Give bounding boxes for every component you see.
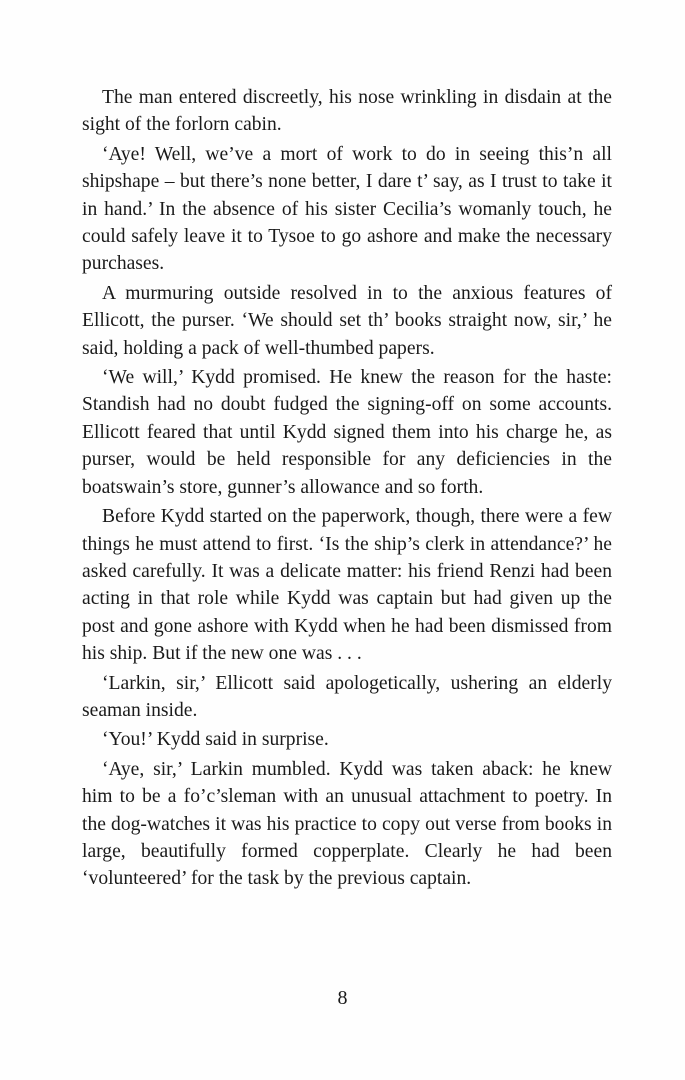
- page-number: 8: [337, 987, 348, 1009]
- paragraph: The man entered discreetly, his nose wrinkling in disdain at the sight of the forlorn cabin.: [82, 87, 612, 136]
- paragraph: ‘You!’ Kydd said in surprise.: [102, 729, 329, 751]
- body-text: [82, 84, 612, 895]
- paragraph: ‘We will,’ Kydd promised. He knew the reason for the haste: Standish had no doubt fudged the signing-off on some accounts. Ellicott feared that until Kydd signed them into his charge he, as purser, would be held responsible for any deficiencies in the boatswain’s store, gunner’s allowance and so forth.: [82, 367, 612, 498]
- paragraph: ‘Aye, sir,’ Larkin mumbled. Kydd was taken aback: he knew him to be a fo’c’sleman with an unusual attachment to poetry. In the dog-watches it was his practice to copy out verse from books in large, beautifully formed copperplate. Clearly he had been ‘volunteered’ for the task by the previous captain.: [82, 758, 612, 890]
- paragraph: ‘Aye! Well, we’ve a mort of work to do in seeing this’n all shipshape – but there’s none better, I dare t’ say, as I trust to take it in hand.’ In the absence of his sister Cecilia’s womanly touch, he could safely leave it to Tysoe to go ashore and make the necessary purchases.: [82, 143, 612, 275]
- paragraph: ‘Larkin, sir,’ Ellicott said apologetically, ushering an elderly seaman inside.: [82, 672, 612, 721]
- paragraph: Before Kydd started on the paperwork, though, there were a few things he must attend to first. ‘Is the ship’s clerk in attendance?’ he asked carefully. It was a delicate matter: his friend Renzi had been acting in that role while Kydd was captain but had given up the post and gone ashore with Kydd when he had been dismissed from his ship. But if the new one was . . .: [82, 506, 612, 665]
- paragraph: A murmuring outside resolved in to the anxious features of Ellicott, the purser. ‘We should set th’ books straight now, sir,’ he said, holding a pack of well-thumbed papers.: [82, 282, 612, 359]
